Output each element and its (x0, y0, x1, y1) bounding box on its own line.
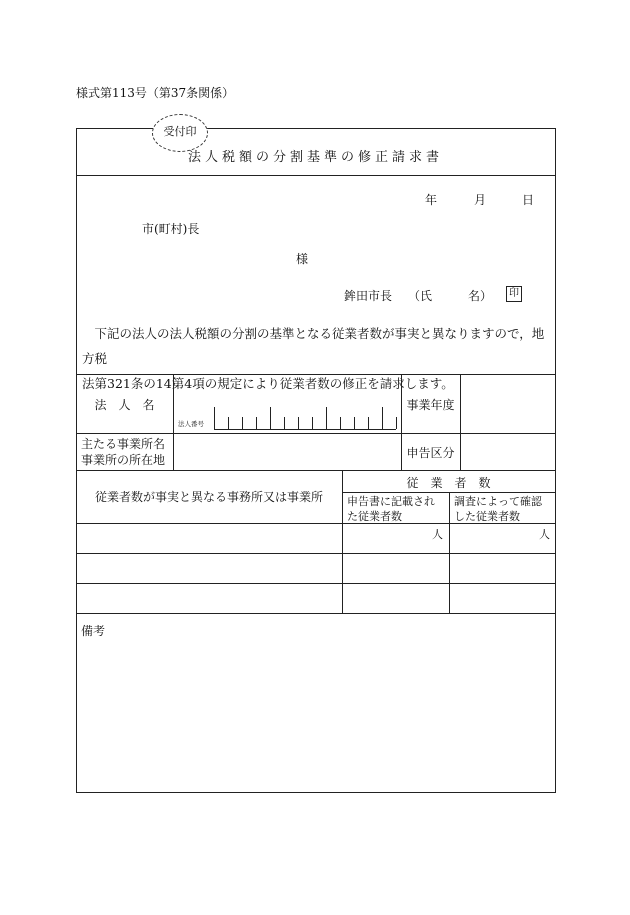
employees-header: 従 業 者 数 (406, 476, 491, 490)
table-row-line (76, 553, 556, 554)
confirmed-employees-label (454, 494, 554, 524)
table-col-line (460, 374, 461, 470)
sender-name: 鉾田市長 (344, 289, 393, 303)
request-body-line-1: 下記の法人の法人税額の分割の基準となる従業者数が事実と異なりますので，地方税 (82, 326, 545, 366)
declared-employees-label-1: 申告書に記載され (347, 495, 435, 508)
addressee-honorific: 様 (296, 252, 309, 266)
main-office-label (81, 436, 165, 468)
table-col-line (449, 492, 450, 613)
seal-mark: 印 (506, 286, 522, 302)
office-column-label: 従業者数が事実と異なる事務所又は事業所 (94, 490, 323, 504)
main-office-name-label: 主たる事業所名 (81, 437, 166, 451)
table-row-line (76, 433, 556, 434)
date-year: 年 (425, 193, 438, 207)
corp-name-label: 法 人 名 (94, 398, 155, 412)
confirmed-employees-label-1: 調査によって確認 (454, 495, 542, 508)
addressee-office: 市(町村)長 (142, 222, 200, 236)
filing-type-label: 申告区分 (406, 446, 455, 460)
reception-stamp-label: 受付印 (163, 125, 197, 138)
date-day: 日 (522, 193, 535, 207)
sender-name-label: （氏 名） (408, 289, 493, 303)
remarks-label: 備考 (81, 624, 106, 638)
date-month: 月 (474, 193, 487, 207)
declared-employees-label-2: た従業者数 (347, 510, 402, 523)
table-top-line (76, 374, 556, 375)
table-col-line (342, 470, 343, 613)
confirmed-unit: 人 (539, 528, 550, 541)
title-divider (76, 175, 556, 176)
confirmed-employees-label-2: した従業者数 (454, 510, 520, 523)
form-title: 法人税額の分割基準の修正請求書 (187, 150, 443, 165)
request-body (82, 321, 548, 396)
table-row-line (76, 613, 556, 614)
declared-employees-label (347, 494, 447, 524)
table-row-line (76, 470, 556, 471)
request-body-line-2: 法第321条の14第4項の規定により従業者数の修正を請求します。 (82, 376, 454, 391)
form-number: 様式第113号（第37条関係） (76, 86, 235, 100)
main-office-address-label: 事業所の所在地 (81, 453, 166, 467)
table-col-line (173, 374, 174, 470)
declared-unit: 人 (432, 528, 443, 541)
corp-number-label: 法人番号 (178, 420, 204, 428)
table-row-line (76, 583, 556, 584)
fiscal-year-label: 事業年度 (406, 398, 455, 412)
